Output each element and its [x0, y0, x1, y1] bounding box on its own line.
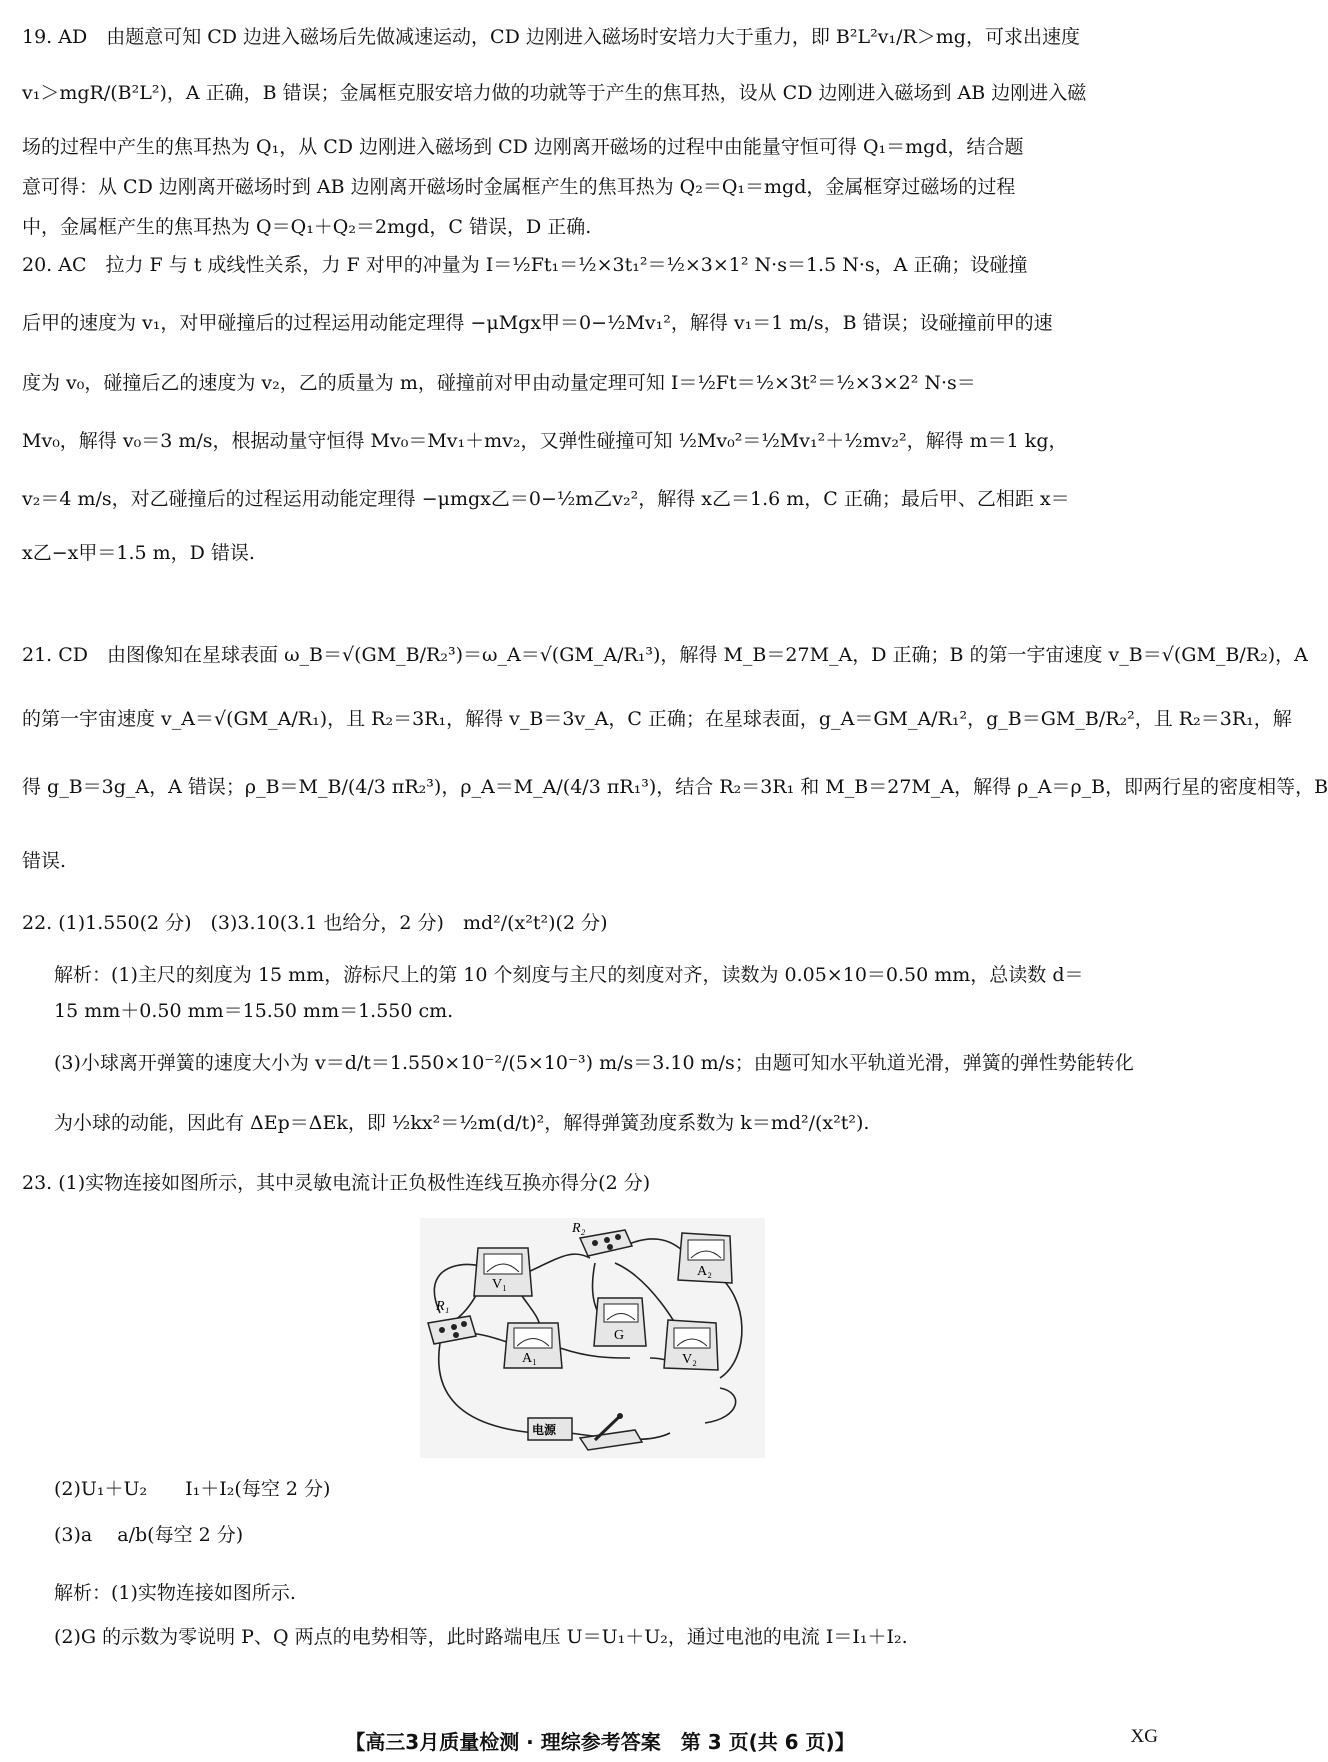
page-footer: [0, 1726, 1200, 1756]
label-a2: A₂: [697, 1264, 712, 1279]
answer-23-line-4: 解析：(1)实物连接如图所示.: [54, 1582, 296, 1604]
answer-20-line-1: 20. AC 拉力 F 与 t 成线性关系，力 F 对甲的冲量为 I＝½Ft₁＝½×3t₁²＝½×3×1² N·s＝1.5 N·s，A 正确；设碰撞: [22, 254, 1028, 276]
answer-19-line-5: 中，金属框产生的焦耳热为 Q＝Q₁＋Q₂＝2mgd，C 错误，D 正确.: [22, 216, 592, 238]
answer-19-line-1: 19. AD 由题意可知 CD 边进入磁场后先做减速运动，CD 边刚进入磁场时安培力大于重力，即 B²L²v₁/R＞mg，可求出速度: [22, 26, 1080, 48]
answer-23-line-3: (3)a a/b(每空 2 分): [54, 1524, 244, 1546]
answer-20-line-6: x乙−x甲＝1.5 m，D 错误.: [22, 542, 255, 564]
answer-22-line-5: 为小球的动能，因此有 ΔEp＝ΔEk，即 ½kx²＝½m(d/t)²，解得弹簧劲度系数为 k＝md²/(x²t²).: [54, 1112, 870, 1134]
answer-21-line-1: 21. CD 由图像知在星球表面 ω_B＝√(GM_B/R₂³)＝ω_A＝√(GM_A/R₁³)，解得 M_B＝27M_A，D 正确；B 的第一宇宙速度 v_B＝√(GM_B/R₂)，A: [22, 644, 1308, 666]
label-r1: R₁: [436, 1299, 450, 1314]
galvanometer-icon: [594, 1298, 646, 1346]
ammeter-a1-icon: [504, 1323, 562, 1368]
voltmeter-v2-icon: [664, 1320, 718, 1370]
footer-title: 【高三3月质量检测 · 理综参考答案 第 3 页(共 6 页)】: [345, 1730, 855, 1754]
answer-22-line-2: 解析：(1)主尺的刻度为 15 mm，游标尺上的第 10 个刻度与主尺的刻度对齐，读数为 0.05×10＝0.50 mm，总读数 d＝: [54, 964, 1084, 986]
answer-23-line-1: 23. (1)实物连接如图所示，其中灵敏电流计正负极性连线互换亦得分(2 分): [22, 1172, 651, 1194]
answer-20-line-2: 后甲的速度为 v₁，对甲碰撞后的过程运用动能定理得 −μMgx甲＝0−½Mv₁²，解得 v₁＝1 m/s，B 错误；设碰撞前甲的速: [22, 312, 1053, 334]
answer-21-line-4: 错误.: [22, 850, 67, 872]
answer-19-line-2: v₁＞mgR/(B²L²)，A 正确，B 错误；金属框克服安培力做的功就等于产生的焦耳热，设从 CD 边刚进入磁场到 AB 边刚进入磁: [22, 82, 1087, 104]
answer-23-line-2: (2)U₁＋U₂ I₁＋I₂(每空 2 分): [54, 1478, 331, 1500]
ammeter-a2-icon: [678, 1233, 732, 1283]
answer-23-line-5: (2)G 的示数为零说明 P、Q 两点的电势相等，此时路端电压 U＝U₁＋U₂，通过电池的电流 I＝I₁＋I₂.: [54, 1626, 908, 1648]
answer-21-line-3: 得 g_B＝3g_A，A 错误；ρ_B＝M_B/(4/3 πR₂³)，ρ_A＝M_A/(4/3 πR₁³)，结合 R₂＝3R₁ 和 M_B＝27M_A，解得 ρ_A＝ρ_B，即两行星的密度相等，B: [22, 776, 1328, 798]
answer-22-line-4: (3)小球离开弹簧的速度大小为 v＝d/t＝1.550×10⁻²/(5×10⁻³) m/s＝3.10 m/s；由题可知水平轨道光滑，弹簧的弹性势能转化: [54, 1052, 1134, 1074]
footer-code: XG: [1130, 1726, 1158, 1747]
answer-20-line-5: v₂＝4 m/s，对乙碰撞后的过程运用动能定理得 −μmgx乙＝0−½m乙v₂²，解得 x乙＝1.6 m，C 正确；最后甲、乙相距 x＝: [22, 488, 1070, 510]
answer-21-line-2: 的第一宇宙速度 v_A＝√(GM_A/R₁)，且 R₂＝3R₁，解得 v_B＝3v_A，C 正确；在星球表面，g_A＝GM_A/R₁²，g_B＝GM_B/R₂²，且 R₂＝3R₁，解: [22, 708, 1292, 730]
label-battery: 电源: [532, 1423, 557, 1437]
label-v1: V₁: [492, 1277, 507, 1292]
answer-19-line-3: 场的过程中产生的焦耳热为 Q₁，从 CD 边刚进入磁场到 CD 边刚离开磁场的过程中由能量守恒可得 Q₁＝mgd，结合题: [22, 136, 1024, 158]
answer-20-line-3: 度为 v₀，碰撞后乙的速度为 v₂，乙的质量为 m，碰撞前对甲由动量定理可知 I＝½Ft＝½×3t²＝½×3×2² N·s＝: [22, 372, 976, 394]
label-g: G: [614, 1328, 625, 1343]
circuit-diagram: [420, 1218, 765, 1458]
answer-22-line-1: 22. (1)1.550(2 分) (3)3.10(3.1 也给分，2 分) md²/(x²t²)(2 分): [22, 912, 608, 934]
answer-20-line-4: Mv₀，解得 v₀＝3 m/s，根据动量守恒得 Mv₀＝Mv₁＋mv₂，又弹性碰撞可知 ½Mv₀²＝½Mv₁²＋½mv₂²，解得 m＝1 kg，: [22, 430, 1068, 452]
battery-icon: [528, 1418, 572, 1440]
voltmeter-v1-icon: [474, 1248, 532, 1296]
label-a1: A₁: [522, 1351, 537, 1366]
label-v2: V₂: [682, 1352, 697, 1367]
answer-19-line-4: 意可得：从 CD 边刚离开磁场时到 AB 边刚离开磁场时金属框产生的焦耳热为 Q₂＝Q₁＝mgd，金属框穿过磁场的过程: [22, 176, 1016, 198]
label-r2: R₂: [572, 1221, 586, 1236]
answer-22-line-3: 15 mm＋0.50 mm＝15.50 mm＝1.550 cm.: [54, 1000, 454, 1022]
